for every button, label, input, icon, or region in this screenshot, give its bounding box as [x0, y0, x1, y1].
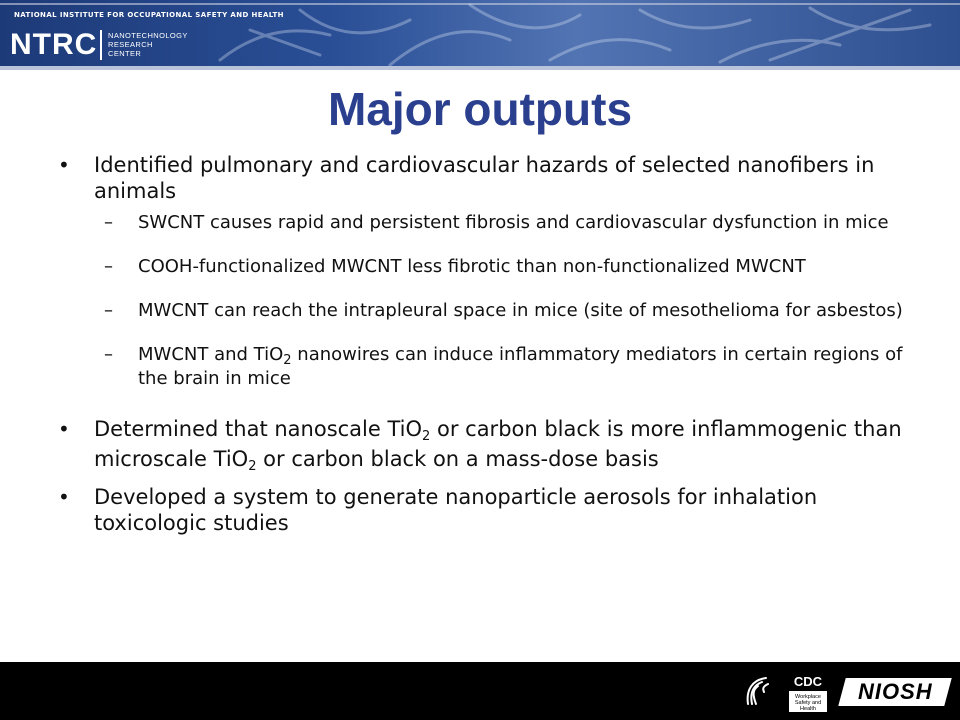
cdc-logo-subtext: Workplace Safety and Health	[794, 694, 822, 712]
sub-bullet-text: SWCNT causes rapid and persistent fibrosis and cardiovascular dysfunction in mice	[138, 212, 889, 233]
dash-marker: –	[104, 300, 113, 321]
header-divider	[0, 66, 960, 70]
logo-divider	[100, 30, 102, 60]
sub-bullet-item	[58, 212, 918, 234]
bullet-item	[58, 484, 918, 536]
dash-marker: –	[104, 344, 113, 365]
subscript: 2	[422, 429, 431, 444]
bullet-text: Identified pulmonary and cardiovascular hazards of selected nanofibers in animals	[94, 153, 875, 203]
sub-bullet-text: COOH-functionalized MWCNT less fibrotic than non-functionalized MWCNT	[138, 256, 806, 277]
footer-logos	[738, 672, 948, 712]
nanofiber-background-image	[210, 0, 960, 70]
dash-marker: –	[104, 212, 113, 233]
hhs-eagle-icon	[738, 674, 774, 710]
bullet-item	[58, 152, 918, 204]
subscript: 2	[283, 353, 292, 368]
institute-name: NATIONAL INSTITUTE FOR OCCUPATIONAL SAFETY AND HEALTH	[14, 11, 284, 19]
sub-bullet-item	[58, 256, 918, 278]
sub-bullet-item	[58, 344, 918, 390]
ntrc-logo: NTRC	[10, 28, 98, 61]
cdc-logo-text: CDC	[789, 672, 827, 691]
sub-bullet-text: MWCNT and TiO$_2$ nanowires can induce inflammatory mediators in certain regions of the brain in mice	[138, 344, 903, 389]
header-banner	[0, 0, 960, 70]
ntrc-sub-line-1: NANOTECHNOLOGY	[108, 31, 188, 40]
bullet-item	[58, 416, 918, 476]
slide-content	[58, 152, 918, 544]
bullet-text: Developed a system to generate nanoparticle aerosols for inhalation toxicologic studies	[94, 485, 818, 535]
niosh-logo	[838, 678, 952, 706]
ntrc-sub-line-2: RESEARCH	[108, 40, 153, 49]
ntrc-sub-line-3: CENTER	[108, 49, 142, 58]
footer-bar	[0, 662, 960, 720]
cdc-logo	[788, 671, 828, 713]
ntrc-subtitle	[108, 31, 188, 58]
subscript: 2	[248, 459, 257, 474]
sub-bullet-text: MWCNT can reach the intrapleural space in mice (site of mesothelioma for asbestos)	[138, 300, 903, 321]
slide-title: Major outputs	[327, 83, 633, 135]
bullet-text: Determined that nanoscale TiO2 or carbon black is more inflammogenic than microscale TiO2 or carbon black on a mass-dose basis	[94, 417, 902, 474]
sub-bullet-item	[58, 300, 918, 322]
dash-marker: –	[104, 256, 113, 277]
niosh-logo-text: NIOSH	[857, 679, 933, 704]
